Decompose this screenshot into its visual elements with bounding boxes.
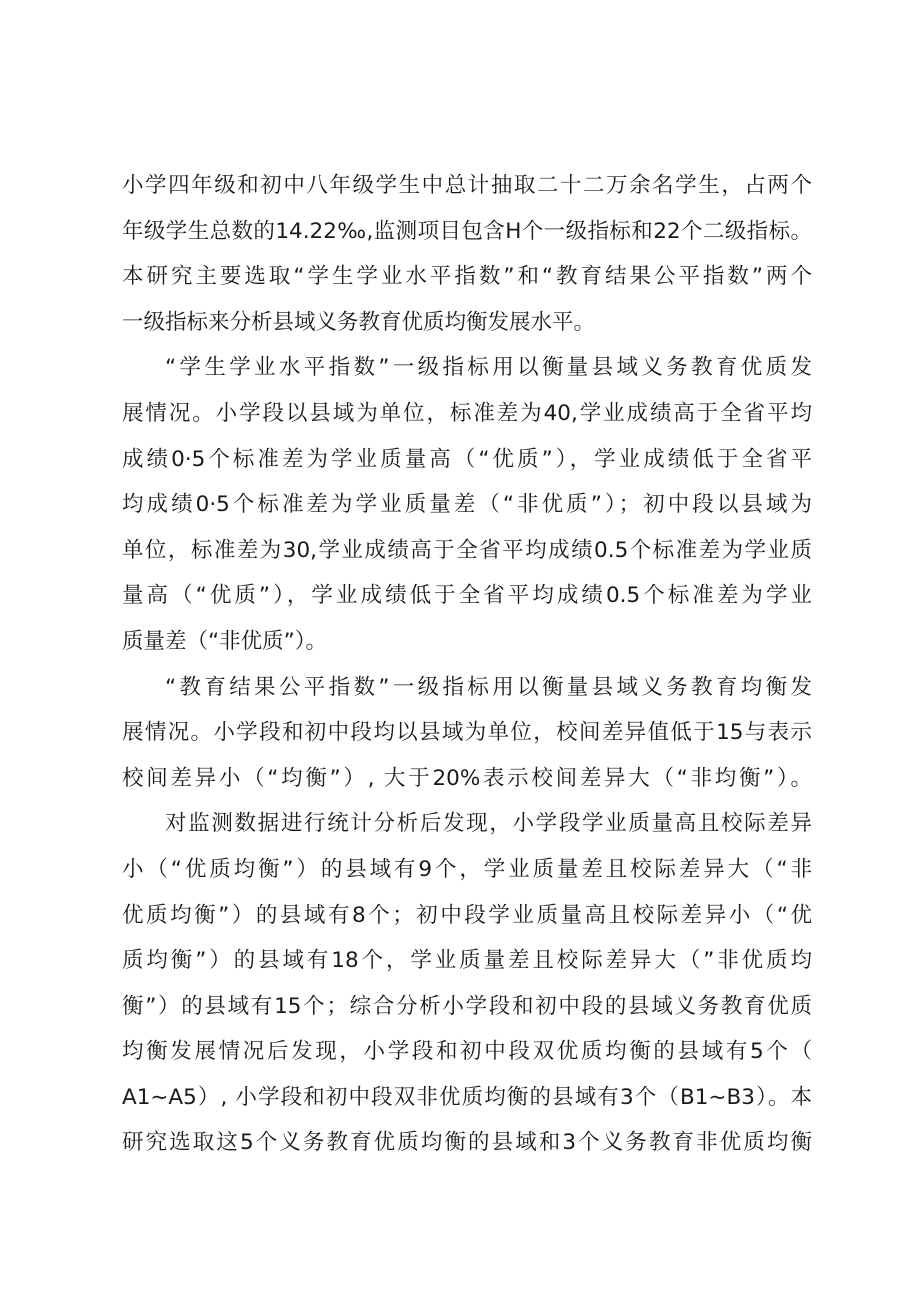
text-line: 展情况。小学段以县域为单位，标准差为40,学业成绩高于全省平均 [122, 400, 812, 426]
text-line: 量高（“优质”），学业成绩低于全省平均成绩0.5个标准差为学业 [122, 583, 812, 609]
text-line: 校间差异小（“均衡”）, 大于20%表示校间差异大（“非均衡”）。 [122, 765, 812, 791]
text-line: 质量差（“非优质”）。 [122, 628, 328, 654]
text-line: 一级指标来分析县域义务教育优质均衡发展水平。 [122, 309, 596, 335]
text-line: A1~A5）, 小学段和初中段双非优质均衡的县域有3个（B1~B3）。本 [122, 1084, 812, 1110]
text-line: 均成绩0·5个标准差为学业质量差（“非优质”）；初中段以县域为 [122, 492, 812, 518]
paragraph-2 [122, 345, 812, 664]
text-line: 研究选取这5个义务教育优质均衡的县域和3个义务教育非优质均衡 [122, 1130, 812, 1156]
text-line: 小学四年级和初中八年级学生中总计抽取二十二万余名学生，占两个 [122, 173, 812, 198]
text-line: “学生学业水平指数”一级指标用以衡量县域义务教育优质发 [165, 355, 812, 381]
text-line: 成绩0·5个标准差为学业质量高（“优质”），学业成绩低于全省平 [122, 446, 812, 472]
paragraph-4 [122, 801, 812, 1166]
text-line: 展情况。小学段和初中段均以县域为单位，校间差异值低于15与表示 [122, 720, 812, 746]
text-line: 年级学生总数的14.22‰,监测项目包含H个一级指标和22个二级指标。 [122, 218, 812, 244]
text-line: 对监测数据进行统计分析后发现，小学段学业质量高且校际差异 [165, 811, 812, 837]
text-line: 单位，标准差为30,学业成绩高于全省平均成绩0.5个标准差为学业质 [122, 537, 812, 563]
body-text [122, 163, 812, 1166]
text-line: 均衡发展情况后发现，小学段和初中段双优质均衡的县域有5个（ [122, 1039, 812, 1065]
text-line: 小（“优质均衡”）的县域有9个，学业质量差且校际差异大（“非 [122, 856, 812, 882]
paragraph-1 [122, 163, 812, 345]
paragraph-3 [122, 665, 812, 802]
text-line: “教育结果公平指数”一级指标用以衡量县域义务教育均衡发 [165, 674, 812, 700]
text-line: 衡”）的县域有15个；综合分析小学段和初中段的县域义务教育优质 [122, 993, 812, 1019]
text-line: 质均衡”）的县域有18个，学业质量差且校际差异大（”非优质均 [122, 948, 812, 974]
text-line: 优质均衡”）的县域有8个；初中段学业质量高且校际差异小（“优 [122, 902, 812, 928]
text-line: 本研究主要选取“学生学业水平指数”和“教育结果公平指数”两个 [122, 264, 812, 290]
